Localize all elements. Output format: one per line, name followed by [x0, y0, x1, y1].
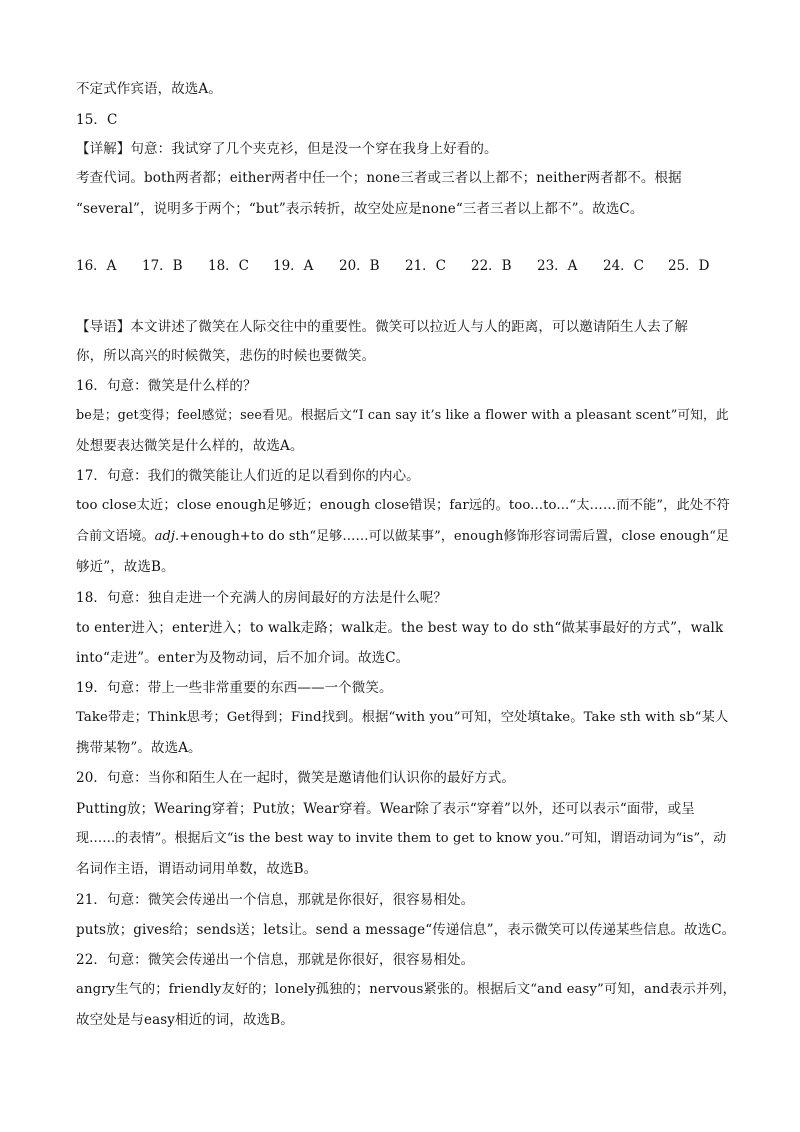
italic-abbrev: adj. [154, 529, 180, 544]
answer-item: 21．C [405, 258, 447, 274]
explanation-heading: 【详解】句意：我试穿了几个夹克衫，但是没一个穿在我身上好看的。 [76, 141, 498, 157]
text-line: 携带某物”。故选A。 [76, 740, 202, 756]
text-segment: 合前文语境。 [76, 529, 155, 544]
text-line: 处想要表达微笑是什么样的，故选A。 [76, 438, 304, 454]
question-20-meaning: 20．句意：当你和陌生人在一起时，微笑是邀请他们认识你的最好方式。 [76, 770, 515, 786]
text-line: 故空处是与easy相近的词，故选B。 [76, 1012, 294, 1028]
answer-item: 20．B [339, 258, 380, 274]
text-line: 不定式作宾语，故选A。 [76, 81, 222, 97]
text-line: angry生气的；friendly友好的；lonely孤独的；nervous紧张的。根据后文“and easy”可知，and表示并列， [76, 982, 736, 997]
text-line: 名词作主语，谓语动词用单数，故选B。 [76, 861, 318, 877]
text-line: puts放；gives给；sends送；lets让。send a message“传递信息”，表示微笑可以传递某些信息。故选C。 [76, 922, 736, 938]
answer-item: 23．A [537, 258, 578, 274]
answer-row [76, 256, 736, 276]
passage-intro: 【导语】本文讲述了微笑在人际交往中的重要性。微笑可以拉近人与人的距离，可以邀请陌生人去了解 [76, 319, 688, 335]
answer-item: 18．C [208, 258, 250, 274]
text-line: into“走进”。enter为及物动词，后不加介词。故选C。 [76, 650, 410, 666]
text-line: be是；get变得；feel感觉；see看见。根据后文“I can say it’s like a flower with a pleasant scent”可知，此 [76, 408, 729, 423]
text-line: “several”，说明多于两个；“but”表示转折，故空处应是none“三者三者以上都不”。故选C。 [76, 201, 644, 217]
text-line: 现……的表情”。根据后文“is the best way to invite them to get to know you.”可知，谓语动词为“is”，动 [76, 831, 727, 846]
text-line: Putting放；Wearing穿着；Put放；Wear穿着。Wear除了表示“穿着”以外，还可以表示“面带，或呈 [76, 801, 695, 817]
answer-item: 25．D [668, 258, 710, 274]
question-18-meaning: 18．句意：独自走进一个充满人的房间最好的方法是什么呢？ [76, 590, 447, 606]
question-21-meaning: 21．句意：微笑会传递出一个信息，那就是你很好，很容易相处。 [76, 892, 475, 908]
question-19-meaning: 19．句意：带上一些非常重要的东西——一个微笑。 [76, 680, 393, 696]
question-22-meaning: 22．句意：微笑会传递出一个信息，那就是你很好，很容易相处。 [76, 952, 475, 968]
answer-item: 19．A [273, 258, 314, 274]
text-line: too close太近；close enough足够近；enough close错误；far远的。too...to...“太……而不能”，此处不符 [76, 498, 730, 513]
answer-item: 16．A [76, 258, 117, 274]
question-16-meaning: 16．句意：微笑是什么样的？ [76, 378, 257, 394]
text-line: 考查代词。both两者都；either两者中任一个；none三者或三者以上都不；neither两者都不。根据 [76, 170, 682, 186]
text-line: 够近”，故选B。 [76, 559, 175, 575]
answer-item: 22．B [471, 258, 512, 274]
question-answer-15: 15．C [76, 112, 118, 128]
text-line: Take带走；Think思考；Get得到；Find找到。根据“with you”可知，空处填take。Take sth with sb“某人 [76, 710, 729, 725]
text-line: 你，所以高兴的时候微笑，悲伤的时候也要微笑。 [76, 348, 376, 364]
text-segment: +enough+to do sth“足够……可以做某事”，enough修饰形容词需后置，close enough“足 [179, 529, 730, 544]
text-line: to enter进入；enter进入；to walk走路；walk走。the best way to do sth“做某事最好的方式”，walk [76, 620, 724, 636]
text-line [76, 528, 736, 546]
question-17-meaning: 17．句意：我们的微笑能让人们近的足以看到你的内心。 [76, 468, 420, 484]
answer-item: 24．C [603, 258, 645, 274]
answer-item: 17．B [142, 258, 183, 274]
